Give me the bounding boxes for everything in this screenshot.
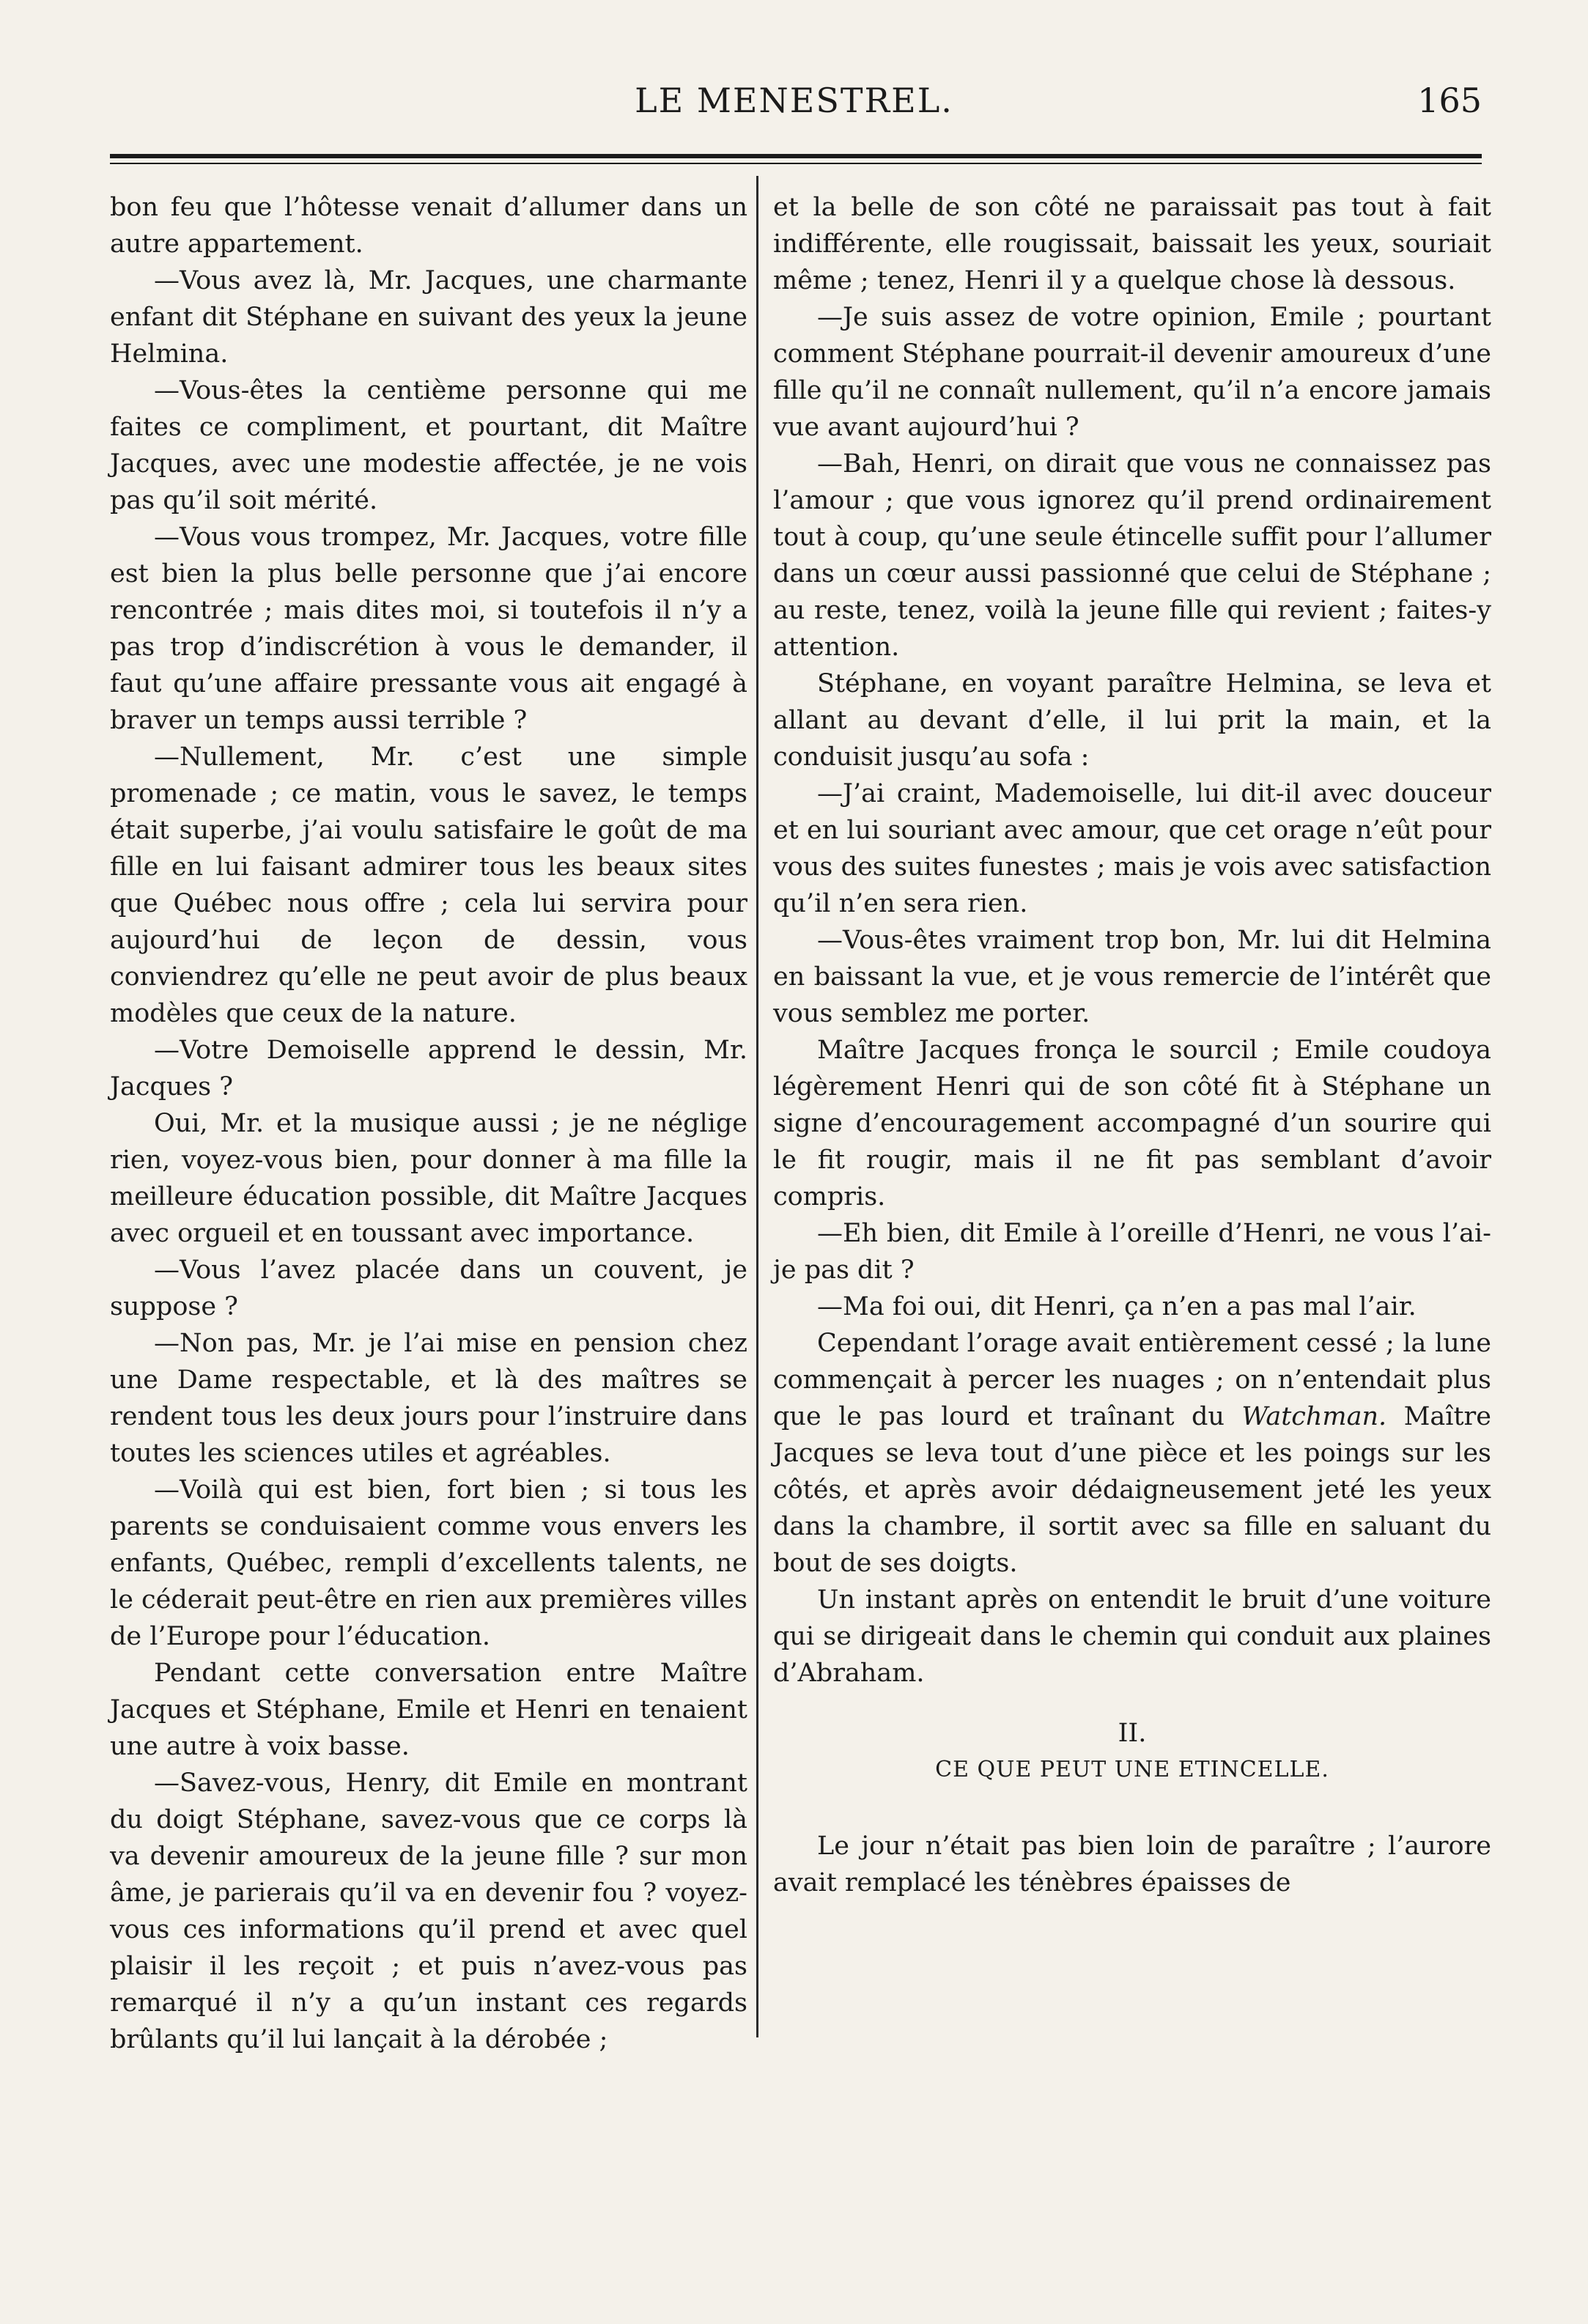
page-number: 165 bbox=[1417, 81, 1482, 120]
paragraph: Oui, Mr. et la musique aussi ; je ne néglige rien, voyez-vous bien, pour donner à ma fille la meilleure éducation possible, dit Maître Jacques avec orgueil et en toussant avec importance. bbox=[110, 1109, 747, 1248]
paragraph-text: Maître Jacques se leva tout d’une pièce et les poings sur les côtés, et après avoir dédaigneusement jeté les yeux dans la chambre, il sortit avec sa fille en saluant du bout de ses doigts. bbox=[773, 1402, 1491, 1578]
paragraph: bon feu que l’hôtesse venait d’allumer dans un autre appartement. bbox=[110, 193, 747, 259]
section-number: II. bbox=[1118, 1719, 1147, 1748]
paragraph: —Vous-êtes vraiment trop bon, Mr. lui dit Helmina en baissant la vue, et je vous remercie de l’intérêt que vous semblez me porter. bbox=[773, 926, 1491, 1028]
paragraph: —Votre Demoiselle apprend le dessin, Mr. Jacques ? bbox=[110, 1036, 747, 1102]
paragraph: —Vous l’avez placée dans un couvent, je suppose ? bbox=[110, 1255, 747, 1321]
paragraph: —Ma foi oui, dit Henri, ça n’en a pas mal l’air. bbox=[817, 1292, 1417, 1321]
paragraph: —Nullement, Mr. c’est une simple promenade ; ce matin, vous le savez, le temps était superbe, j’ai voulu satisfaire le goût de ma fille en lui faisant admirer tous les beaux sites que Québec nous offre ; cela lui servira pour aujourd’hui de leçon de dessin, vous conviendrez qu’elle ne peut avoir de plus beaux modèles que ceux de la nature. bbox=[110, 742, 747, 1028]
paragraph: —Voilà qui est bien, fort bien ; si tous les parents se conduisaient comme vous envers les enfants, Québec, rempli d’excellents talents, ne le céderait peut-être en rien aux premières villes de l’Europe pour l’éducation. bbox=[110, 1475, 747, 1651]
header-rule-thin bbox=[110, 163, 1482, 164]
newspaper-title: LE MENESTREL. bbox=[635, 81, 953, 120]
paragraph: —Eh bien, dit Emile à l’oreille d’Henri, ne vous l’ai-je pas dit ? bbox=[773, 1219, 1491, 1285]
paragraph-text: Cependant l’orage avait entièrement cessé ; la lune commençait à percer les nuages ; on n’entendait plus que le pas lourd et traînant du bbox=[773, 1329, 1491, 1431]
paragraph: —Savez-vous, Henry, dit Emile en montrant du doigt Stéphane, savez-vous que ce corps là va devenir amoureux de la jeune fille ? sur mon âme, je parierais qu’il va en devenir fou ? voyez-vous ces informations qu’il prend et avec quel plaisir il les reçoit ; et puis n’avez-vous pas remarqué il n’y a qu’un instant ces regards brûlants qu’il lui lançait à la dérobée ; bbox=[110, 1768, 747, 2054]
paragraph: Un instant après on entendit le bruit d’une voiture qui se dirigeait dans le chemin qui conduit aux plaines d’Abraham. bbox=[773, 1585, 1491, 1688]
paragraph: —Vous-êtes la centième personne qui me faites ce compliment, et pourtant, dit Maître Jacques, avec une modestie affectée, je ne vois pas qu’il soit mérité. bbox=[110, 376, 747, 515]
header-rule-thick bbox=[110, 154, 1482, 158]
paragraph: Maître Jacques fronça le sourcil ; Emile coudoya légèrement Henri qui de son côté fit à Stéphane un signe d’encouragement accompagné d’un sourire qui le fit rougir, mais il ne fit pas semblant d’avoir compris. bbox=[773, 1036, 1491, 1211]
paragraph: Stéphane, en voyant paraître Helmina, se leva et allant au devant d’elle, il lui prit la main, et la conduisit jusqu’au sofa : bbox=[773, 669, 1491, 772]
paragraph: —Vous vous trompez, Mr. Jacques, votre fille est bien la plus belle personne que j’ai encore rencontrée ; mais dites moi, si toutefois il n’y a pas trop d’indiscrétion à vous le demander, il faut qu’une affaire pressante vous ait engagé à braver un temps aussi terrible ? bbox=[110, 523, 747, 735]
left-column bbox=[110, 189, 747, 2058]
paragraph: —Vous avez là, Mr. Jacques, une charmante enfant dit Stéphane en suivant des yeux la jeune Helmina. bbox=[110, 266, 747, 369]
paragraph: —Bah, Henri, on dirait que vous ne connaissez pas l’amour ; que vous ignorez qu’il prend ordinairement tout à coup, qu’une seule étincelle suffit pour l’allumer dans un cœur aussi passionné que celui de Stéphane ; au reste, tenez, voilà la jeune fille qui revient ; faites-y attention. bbox=[773, 449, 1491, 662]
right-column bbox=[773, 189, 1491, 1901]
paragraph: —J’ai craint, Mademoiselle, lui dit-il avec douceur et en lui souriant avec amour, que cet orage n’eût pour vous des suites funestes ; mais je vois avec satisfaction qu’il n’en sera rien. bbox=[773, 779, 1491, 918]
italic-word: Watchman. bbox=[1241, 1402, 1387, 1431]
paragraph: et la belle de son côté ne paraissait pas tout à fait indifférente, elle rougissait, baissait les yeux, souriait même ; tenez, Henri il y a quelque chose là dessous. bbox=[773, 193, 1491, 295]
paragraph: Le jour n’était pas bien loin de paraître ; l’aurore avait remplacé les ténèbres épaisses de bbox=[773, 1831, 1491, 1897]
paragraph: Pendant cette conversation entre Maître Jacques et Stéphane, Emile et Henri en tenaient une autre à voix basse. bbox=[110, 1659, 747, 1761]
section-heading: CE QUE PEUT UNE ETINCELLE. bbox=[935, 1757, 1329, 1782]
column-divider bbox=[756, 176, 758, 2037]
page-header bbox=[0, 81, 1588, 139]
paragraph bbox=[773, 1325, 1491, 1582]
paragraph: —Non pas, Mr. je l’ai mise en pension chez une Dame respectable, et là des maîtres se rendent tous les deux jours pour l’instruire dans toutes les sciences utiles et agréables. bbox=[110, 1329, 747, 1468]
paragraph: —Je suis assez de votre opinion, Emile ; pourtant comment Stéphane pourrait-il devenir amoureux d’une fille qu’il ne connaît nullement, qu’il n’a encore jamais vue avant aujourd’hui ? bbox=[773, 303, 1491, 442]
